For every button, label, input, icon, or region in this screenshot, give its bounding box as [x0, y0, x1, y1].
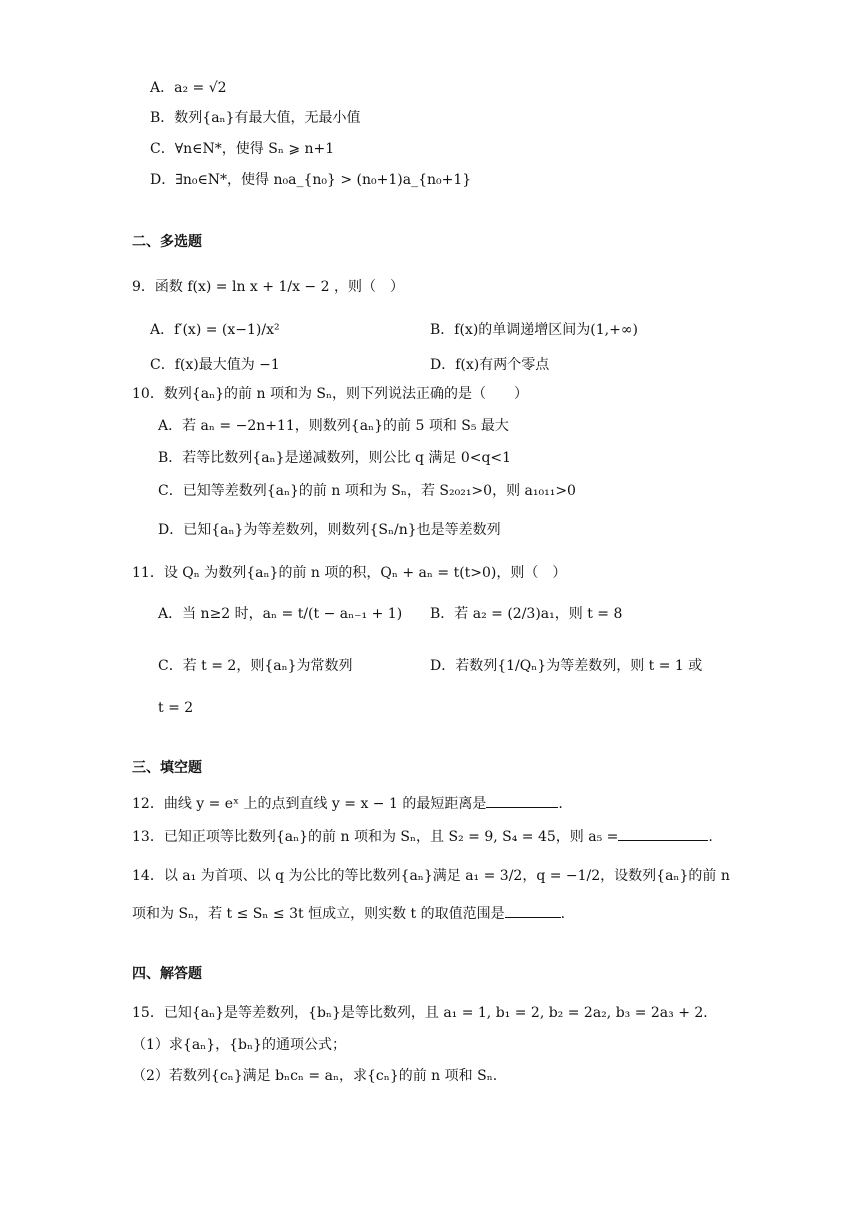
q9-option-b: B．f(x)的单调递增区间为(1,+∞) — [430, 322, 638, 338]
q14-line2 — [132, 903, 565, 924]
q8-option-b: B．数列{aₙ}有最大值，无最小值 — [150, 110, 361, 126]
q8-option-a: A．a₂ = √2 — [150, 80, 227, 96]
section-title-multiple-choice: 二、多选题 — [132, 234, 202, 250]
q11-stem: 11．设 Qₙ 为数列{aₙ}的前 n 项的积，Qₙ + aₙ = t(t>0)，则（ ） — [132, 565, 567, 581]
q9-option-d: D．f(x)有两个零点 — [430, 357, 550, 373]
q9-stem: 9．函数 f(x) = ln x + 1/x − 2 ，则（ ） — [132, 279, 404, 295]
q14-answer-blank[interactable] — [505, 903, 561, 918]
q10-option-a: A．若 aₙ = −2n+11，则数列{aₙ}的前 5 项和 S₅ 最大 — [158, 418, 509, 434]
q11-option-b: B．若 a₂ = (2/3)a₁，则 t = 8 — [430, 606, 623, 622]
q15-part2: （2）若数列{cₙ}满足 bₙcₙ = aₙ，求{cₙ}的前 n 项和 Sₙ. — [132, 1068, 498, 1084]
section-title-solutions: 四、解答题 — [132, 966, 202, 982]
q13-end: . — [708, 829, 713, 845]
q10-option-b: B．若等比数列{aₙ}是递减数列，则公比 q 满足 0<q<1 — [158, 450, 512, 466]
q13-line — [132, 826, 713, 847]
q14-end: . — [560, 906, 566, 922]
q14-line1: 14．以 a₁ 为首项、以 q 为公比的等比数列{aₙ}满足 a₁ = 3/2，q = −1/2，设数列{aₙ}的前 n — [132, 868, 730, 884]
section-title-fill-in-blank: 三、填空题 — [132, 760, 202, 776]
q10-option-c: C．已知等差数列{aₙ}的前 n 项和为 Sₙ，若 S₂₀₂₁>0，则 a₁₀₁₁>0 — [158, 483, 576, 499]
q10-option-d: D．已知{aₙ}为等差数列，则数列{Sₙ/n}也是等差数列 — [158, 522, 501, 538]
q11-option-d-continued: t = 2 — [158, 700, 194, 716]
q9-option-c: C．f(x)最大值为 −1 — [150, 357, 280, 373]
q12-answer-blank[interactable] — [486, 793, 558, 808]
q11-option-a: A．当 n≥2 时，aₙ = t/(t − aₙ₋₁ + 1) — [158, 606, 403, 622]
q13-text: 13．已知正项等比数列{aₙ}的前 n 项和为 Sₙ，且 S₂ = 9, S₄ = 45，则 a₅ = — [132, 829, 619, 845]
q9-option-a: A．f′(x) = (x−1)/x² — [150, 322, 280, 338]
q12-line — [132, 793, 563, 814]
q10-stem: 10．数列{aₙ}的前 n 项和为 Sₙ，则下列说法正确的是（ ） — [132, 386, 529, 402]
q12-end: . — [558, 796, 563, 812]
q11-option-c: C．若 t = 2，则{aₙ}为常数列 — [158, 658, 353, 674]
q15-part1: （1）求{aₙ}，{bₙ}的通项公式； — [132, 1037, 346, 1053]
q13-answer-blank[interactable] — [618, 826, 708, 841]
q8-option-c: C．∀n∈N*，使得 Sₙ ⩾ n+1 — [150, 141, 335, 157]
q14-text: 项和为 Sₙ，若 t ≤ Sₙ ≤ 3t 恒成立，则实数 t 的取值范围是 — [132, 906, 505, 922]
q12-text: 12．曲线 y = eˣ 上的点到直线 y = x − 1 的最短距离是 — [132, 796, 487, 812]
q11-option-d: D．若数列{1/Qₙ}为等差数列，则 t = 1 或 — [430, 658, 703, 674]
q8-option-d: D．∃n₀∈N*，使得 n₀a_{n₀} > (n₀+1)a_{n₀+1} — [150, 172, 472, 188]
q15-stem: 15．已知{aₙ}是等差数列，{bₙ}是等比数列，且 a₁ = 1, b₁ = 2, b₂ = 2a₂, b₃ = 2a₃ + 2． — [132, 1005, 718, 1021]
